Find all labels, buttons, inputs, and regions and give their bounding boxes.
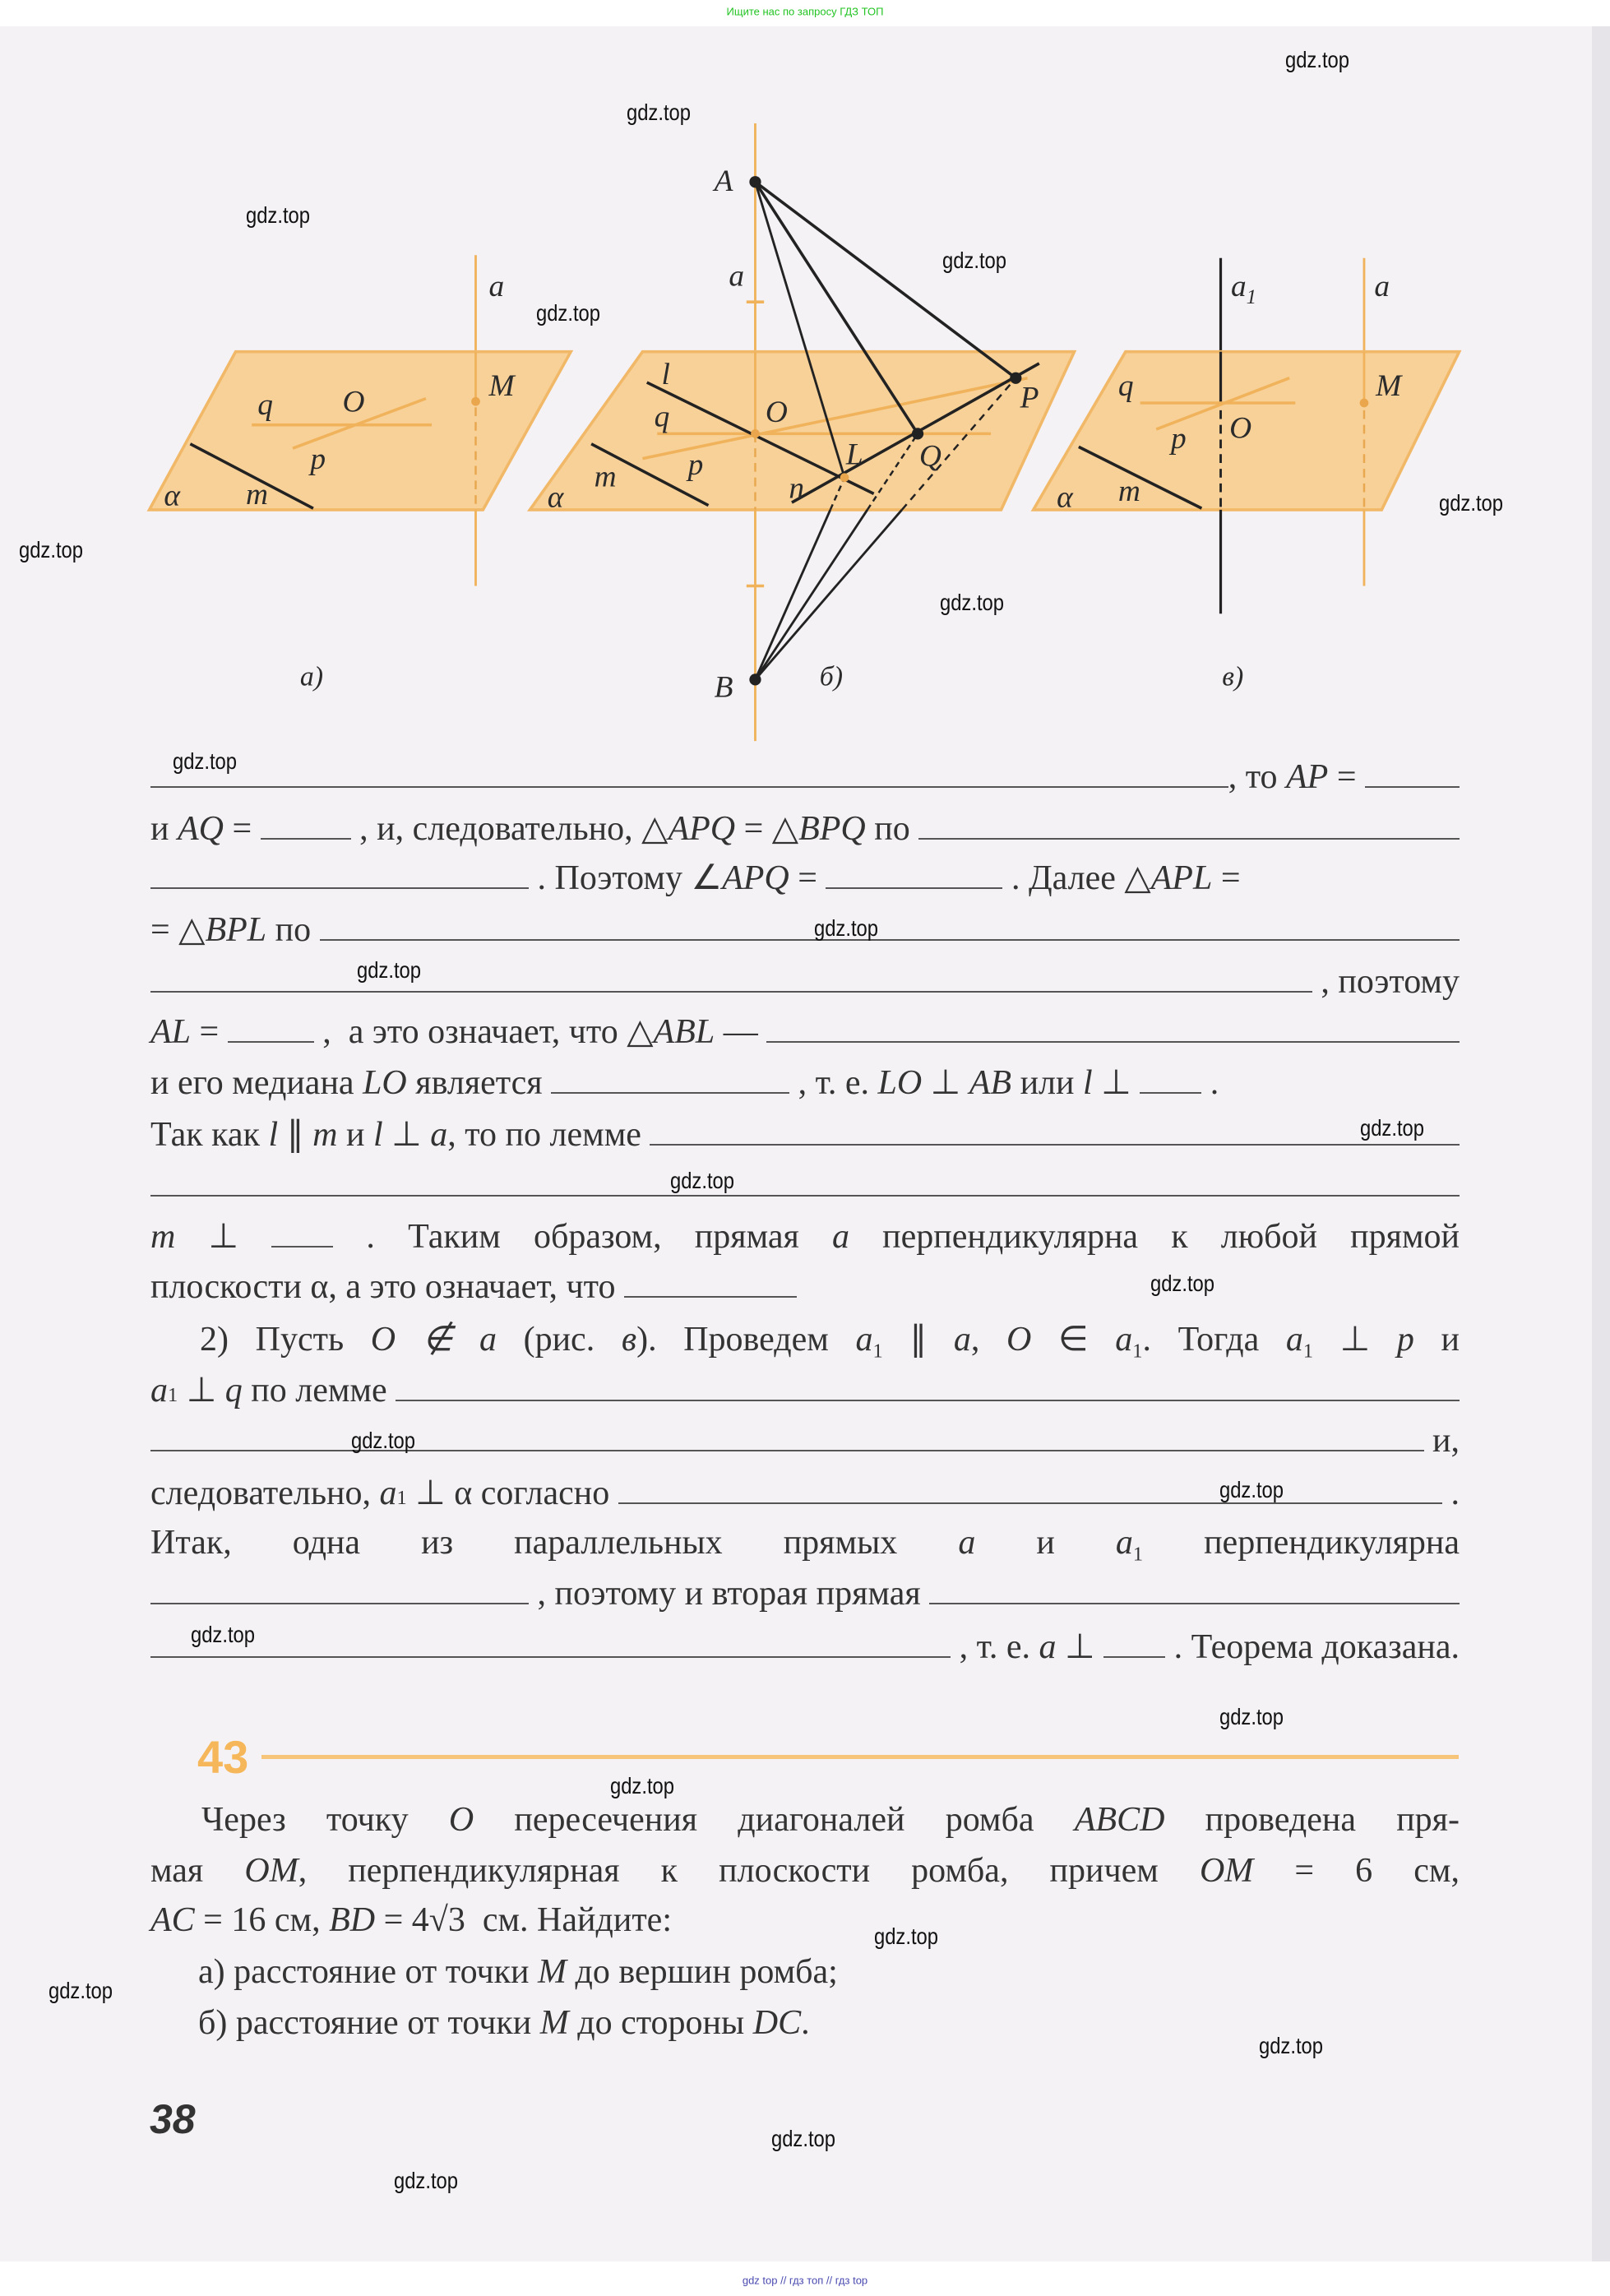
watermark: gdz.top bbox=[1258, 2033, 1323, 2059]
figure-a bbox=[150, 255, 571, 692]
point-Q bbox=[912, 428, 923, 439]
text-segment: ⊥ α согласно bbox=[406, 1474, 618, 1512]
watermark: gdz.top bbox=[873, 1923, 938, 1949]
label-q: q bbox=[257, 388, 273, 423]
label-p: p bbox=[310, 442, 326, 477]
text-line bbox=[150, 1215, 1460, 1263]
caption-c: в) bbox=[1222, 661, 1244, 692]
label-q: q bbox=[654, 400, 670, 434]
answer-blank[interactable] bbox=[624, 1268, 797, 1298]
watermark: gdz.top bbox=[939, 590, 1004, 616]
text-line bbox=[150, 1011, 1460, 1058]
label-O: O bbox=[765, 396, 788, 430]
text-line bbox=[198, 1952, 1460, 2000]
label-alpha: α bbox=[164, 479, 180, 513]
answer-blank[interactable] bbox=[150, 1422, 1424, 1451]
text-segment: , поэтому и вторая прямая bbox=[529, 1575, 930, 1613]
math-symbol: l bbox=[372, 1115, 383, 1154]
math-symbol: a bbox=[855, 1320, 873, 1359]
text-line bbox=[200, 1318, 1460, 1366]
label-m: m bbox=[1117, 474, 1140, 509]
label-a: a bbox=[729, 259, 745, 294]
subscript: 1 bbox=[168, 1384, 178, 1407]
text-segment: , bbox=[970, 1320, 1007, 1359]
watermark: gdz.top bbox=[670, 1168, 735, 1194]
text-segment: и bbox=[337, 1115, 373, 1154]
point-B bbox=[749, 674, 761, 685]
subscript: 1 bbox=[872, 1340, 883, 1363]
answer-blank[interactable] bbox=[650, 1116, 1460, 1146]
text-line bbox=[150, 1523, 1460, 1571]
text-line bbox=[150, 1851, 1460, 1899]
text-segment: ∥ bbox=[278, 1115, 313, 1154]
text-segment: . bbox=[1442, 1474, 1460, 1512]
text-line bbox=[150, 1574, 1460, 1622]
segment-BQ bbox=[755, 510, 867, 679]
math-symbol: AC bbox=[150, 1901, 195, 1940]
text-segment: , т. е. bbox=[789, 1064, 878, 1103]
text-line bbox=[150, 1062, 1460, 1109]
answer-blank[interactable] bbox=[150, 964, 1312, 993]
answer-blank[interactable] bbox=[1365, 759, 1460, 789]
text-segment: по bbox=[266, 910, 320, 949]
label-n: n bbox=[789, 471, 805, 506]
text-segment: , а это означает, что △ bbox=[313, 1013, 654, 1052]
text-segment: до стороны bbox=[568, 2003, 753, 2042]
text-line bbox=[150, 1369, 1460, 1417]
label-alpha: α bbox=[1057, 480, 1073, 515]
label-O: O bbox=[342, 385, 365, 419]
text-segment: = bbox=[789, 859, 826, 898]
watermark: gdz.top bbox=[173, 748, 238, 774]
math-symbol: BPQ bbox=[798, 809, 866, 848]
text-segment: . bbox=[1201, 1064, 1219, 1103]
top-banner: Ищите нас по запросу ГДЗ ТОП bbox=[726, 5, 884, 18]
answer-blank[interactable] bbox=[1140, 1065, 1201, 1095]
text-segment: = 6 см, bbox=[1253, 1851, 1460, 1890]
text-segment: = △ bbox=[735, 809, 799, 848]
math-symbol: a bbox=[1115, 1524, 1133, 1562]
answer-blank[interactable] bbox=[228, 1014, 314, 1044]
math-symbol: a bbox=[958, 1524, 976, 1562]
text-segment: ∥ bbox=[882, 1320, 954, 1359]
caption-a: а) bbox=[299, 661, 324, 692]
text-segment: и bbox=[1413, 1320, 1460, 1359]
segment-BL bbox=[755, 510, 830, 679]
math-symbol: l bbox=[1083, 1064, 1093, 1103]
watermark: gdz.top bbox=[813, 914, 878, 941]
math-symbol: OM bbox=[1199, 1851, 1254, 1890]
label-l: l bbox=[661, 357, 670, 391]
bottom-banner: gdz top // гдз топ // гдз top bbox=[742, 2274, 868, 2287]
text-segment: ⊥ bbox=[175, 1218, 272, 1257]
text-segment: ⊥ bbox=[1056, 1627, 1104, 1666]
segment-BP bbox=[755, 510, 901, 679]
text-segment: , т. е. bbox=[951, 1627, 1039, 1666]
text-segment: = bbox=[1328, 758, 1365, 797]
text-segment: по лемме bbox=[242, 1372, 396, 1410]
text-segment: ⊥ bbox=[922, 1064, 969, 1103]
text-line bbox=[150, 962, 1460, 1010]
math-symbol: p bbox=[1396, 1320, 1414, 1359]
label-P: P bbox=[1020, 381, 1039, 415]
watermark: gdz.top bbox=[535, 299, 600, 326]
math-symbol: a bbox=[1285, 1320, 1303, 1359]
text-segment: Так как bbox=[150, 1115, 269, 1154]
watermark: gdz.top bbox=[942, 247, 1007, 273]
math-symbol: a bbox=[953, 1320, 971, 1359]
text-segment: . bbox=[801, 2003, 810, 2042]
text-line bbox=[150, 1267, 1460, 1315]
watermark: gdz.top bbox=[1219, 1703, 1284, 1729]
text-segment: , то по лемме bbox=[447, 1115, 650, 1154]
text-line bbox=[150, 1168, 1460, 1215]
point-M bbox=[1360, 399, 1369, 408]
label-p: p bbox=[687, 448, 704, 483]
text-segment: а) расстояние от точки bbox=[198, 1952, 538, 1991]
math-symbol: BPL bbox=[205, 910, 267, 949]
answer-blank[interactable] bbox=[150, 759, 1228, 789]
math-symbol: ABCD bbox=[1074, 1800, 1165, 1839]
answer-blank[interactable] bbox=[929, 1576, 1460, 1605]
text-segment: плоскости α, а это означает, что bbox=[150, 1267, 624, 1306]
math-symbol: OM bbox=[244, 1851, 298, 1890]
math-symbol: APQ bbox=[722, 859, 789, 898]
text-line bbox=[150, 757, 1460, 805]
watermark: gdz.top bbox=[246, 201, 311, 228]
math-symbol: APL bbox=[1150, 859, 1213, 898]
task-divider bbox=[261, 1755, 1459, 1759]
text-segment: = 4√3 см. Найдите: bbox=[375, 1901, 672, 1940]
math-symbol: AL bbox=[150, 1013, 192, 1052]
text-segment: и его медиана bbox=[150, 1064, 363, 1103]
text-segment: = bbox=[191, 1013, 228, 1052]
text-segment: = bbox=[223, 809, 261, 848]
watermark: gdz.top bbox=[626, 100, 692, 126]
answer-blank[interactable] bbox=[551, 1065, 789, 1095]
text-segment: = △ bbox=[150, 910, 206, 949]
text-segment: пересечения диагоналей ромба bbox=[474, 1800, 1075, 1839]
math-symbol: a bbox=[150, 1372, 168, 1410]
answer-blank[interactable] bbox=[396, 1373, 1460, 1402]
segment-AP bbox=[755, 182, 1016, 378]
answer-blank[interactable] bbox=[150, 860, 529, 890]
math-symbol: AP bbox=[1286, 758, 1329, 797]
text-segment: или bbox=[1011, 1064, 1083, 1103]
math-symbol: LO bbox=[877, 1064, 923, 1103]
text-segment: = 16 см, bbox=[194, 1901, 330, 1940]
answer-blank[interactable] bbox=[271, 1219, 333, 1248]
text-segment: и, bbox=[1423, 1421, 1460, 1460]
watermark: gdz.top bbox=[357, 957, 422, 984]
answer-blank[interactable] bbox=[320, 911, 1460, 941]
text-segment: и bbox=[150, 809, 178, 848]
math-symbol: a bbox=[430, 1115, 448, 1154]
math-symbol: m bbox=[312, 1115, 338, 1154]
math-symbol: a bbox=[1039, 1627, 1057, 1666]
math-symbol: AB bbox=[969, 1064, 1012, 1103]
text-line bbox=[150, 1626, 1460, 1673]
text-segment: перпендикулярна bbox=[1143, 1524, 1460, 1562]
text-segment: ⊥ bbox=[382, 1115, 431, 1154]
math-symbol: DC bbox=[752, 2003, 802, 2042]
label-O: O bbox=[1229, 411, 1252, 446]
text-line bbox=[150, 1113, 1460, 1161]
text-segment: является bbox=[406, 1064, 552, 1103]
text-segment: . Таким образом, прямая bbox=[333, 1218, 832, 1257]
label-alpha: α bbox=[547, 480, 564, 515]
text-line bbox=[201, 1800, 1460, 1848]
watermark: gdz.top bbox=[771, 2125, 836, 2151]
watermark: gdz.top bbox=[393, 2168, 459, 2194]
figure-c bbox=[1034, 258, 1460, 692]
label-q: q bbox=[1117, 369, 1134, 404]
label-A: A bbox=[714, 164, 733, 198]
answer-blank[interactable] bbox=[1103, 1628, 1165, 1658]
answer-blank[interactable] bbox=[918, 810, 1460, 840]
math-symbol: AQ bbox=[177, 809, 224, 848]
text-segment: ∈ bbox=[1031, 1320, 1116, 1359]
math-symbol: в bbox=[621, 1320, 637, 1359]
text-segment: = bbox=[1212, 859, 1241, 898]
text-segment: ⊥ bbox=[1092, 1064, 1140, 1103]
answer-blank[interactable] bbox=[826, 860, 1002, 890]
math-symbol: LO bbox=[363, 1064, 407, 1103]
math-symbol: O bbox=[1006, 1320, 1032, 1359]
text-segment: . Поэтому ∠ bbox=[529, 859, 723, 898]
label-a: a bbox=[488, 270, 505, 304]
text-segment: следовательно, bbox=[150, 1474, 380, 1512]
label-a1: $a_1$ bbox=[1230, 270, 1257, 308]
answer-blank[interactable] bbox=[766, 1014, 1460, 1044]
text-segment: перпендикулярна к любой прямой bbox=[849, 1218, 1460, 1257]
label-m: m bbox=[246, 477, 269, 512]
math-symbol: q bbox=[224, 1372, 243, 1410]
math-symbol: l bbox=[268, 1115, 279, 1154]
label-M: M bbox=[488, 369, 515, 404]
text-segment: Через точку bbox=[201, 1800, 449, 1839]
text-line bbox=[150, 1421, 1460, 1469]
watermark: gdz.top bbox=[1284, 46, 1350, 72]
text-segment: по bbox=[865, 809, 919, 848]
text-segment: (рис. bbox=[496, 1320, 622, 1359]
math-symbol: ABL bbox=[653, 1013, 715, 1052]
math-symbol: m bbox=[150, 1218, 176, 1257]
watermark: gdz.top bbox=[1150, 1271, 1215, 1297]
text-segment: . Теорема доказана. bbox=[1165, 1627, 1460, 1666]
label-L: L bbox=[845, 437, 863, 472]
text-segment: ⊥ bbox=[1313, 1320, 1397, 1359]
math-symbol: O ∉ a bbox=[370, 1320, 497, 1359]
subscript: 1 bbox=[1132, 1543, 1144, 1566]
label-B: B bbox=[714, 670, 733, 705]
answer-blank[interactable] bbox=[618, 1474, 1442, 1504]
point-M bbox=[471, 397, 480, 406]
math-symbol: APQ bbox=[668, 809, 736, 848]
text-segment: . Далее △ bbox=[1002, 859, 1151, 898]
math-symbol: a bbox=[379, 1474, 397, 1512]
watermark: gdz.top bbox=[610, 1772, 675, 1798]
text-segment: , и, следовательно, △ bbox=[350, 809, 669, 848]
label-M: M bbox=[1376, 369, 1402, 404]
math-symbol: BD bbox=[329, 1901, 376, 1940]
watermark: gdz.top bbox=[1438, 490, 1503, 516]
label-m: m bbox=[594, 460, 617, 494]
task-number: 43 bbox=[197, 1731, 249, 1783]
label-Q: Q bbox=[918, 439, 941, 474]
page-number: 38 bbox=[150, 2096, 196, 2142]
text-segment: до вершин ромба; bbox=[567, 1952, 838, 1991]
text-segment: ⊥ bbox=[178, 1372, 225, 1410]
answer-blank[interactable] bbox=[150, 1168, 1460, 1197]
text-line bbox=[150, 909, 1460, 956]
subscript: 1 bbox=[396, 1486, 407, 1509]
text-segment: б) расстояние от точки bbox=[198, 2003, 540, 2042]
math-symbol: a bbox=[831, 1218, 849, 1257]
text-line bbox=[150, 857, 1460, 905]
point-O bbox=[751, 429, 760, 438]
text-segment: и bbox=[975, 1524, 1116, 1562]
text-segment: , перпендикулярная к плоскости ромба, причем bbox=[298, 1851, 1200, 1890]
text-segment: , поэтому bbox=[1312, 963, 1460, 1002]
watermark: gdz.top bbox=[1359, 1115, 1424, 1141]
text-segment: Итак, одна из параллельных прямых bbox=[150, 1524, 959, 1562]
text-segment: . Тогда bbox=[1142, 1320, 1286, 1359]
watermark: gdz.top bbox=[190, 1622, 255, 1648]
figure-b bbox=[530, 123, 1074, 741]
answer-blank[interactable] bbox=[261, 810, 351, 840]
text-line bbox=[150, 808, 1460, 855]
watermark: gdz.top bbox=[48, 1977, 113, 2003]
subscript: 1 bbox=[1132, 1340, 1143, 1363]
text-line bbox=[150, 1900, 1460, 1948]
answer-blank[interactable] bbox=[150, 1628, 951, 1658]
text-segment: мая bbox=[150, 1851, 245, 1890]
math-symbol: M bbox=[539, 2003, 569, 2042]
caption-b: б) bbox=[819, 661, 844, 692]
label-p: p bbox=[1171, 422, 1187, 456]
watermark: gdz.top bbox=[1219, 1477, 1284, 1503]
point-L bbox=[840, 473, 849, 482]
point-A bbox=[749, 176, 761, 187]
math-symbol: M bbox=[538, 1952, 567, 1991]
watermark: gdz.top bbox=[19, 537, 84, 563]
label-a: a bbox=[1374, 270, 1390, 304]
answer-blank[interactable] bbox=[150, 1576, 529, 1605]
math-symbol: O bbox=[448, 1800, 474, 1839]
text-segment: проведена пря- bbox=[1164, 1800, 1460, 1839]
text-segment: — bbox=[715, 1013, 767, 1052]
text-segment: 2) Пусть bbox=[200, 1320, 371, 1359]
math-symbol: a bbox=[1115, 1320, 1133, 1359]
text-segment: , то bbox=[1228, 758, 1286, 797]
subscript: 1 bbox=[1302, 1340, 1314, 1363]
watermark: gdz.top bbox=[351, 1427, 416, 1453]
text-segment: ). Проведем bbox=[636, 1320, 856, 1359]
